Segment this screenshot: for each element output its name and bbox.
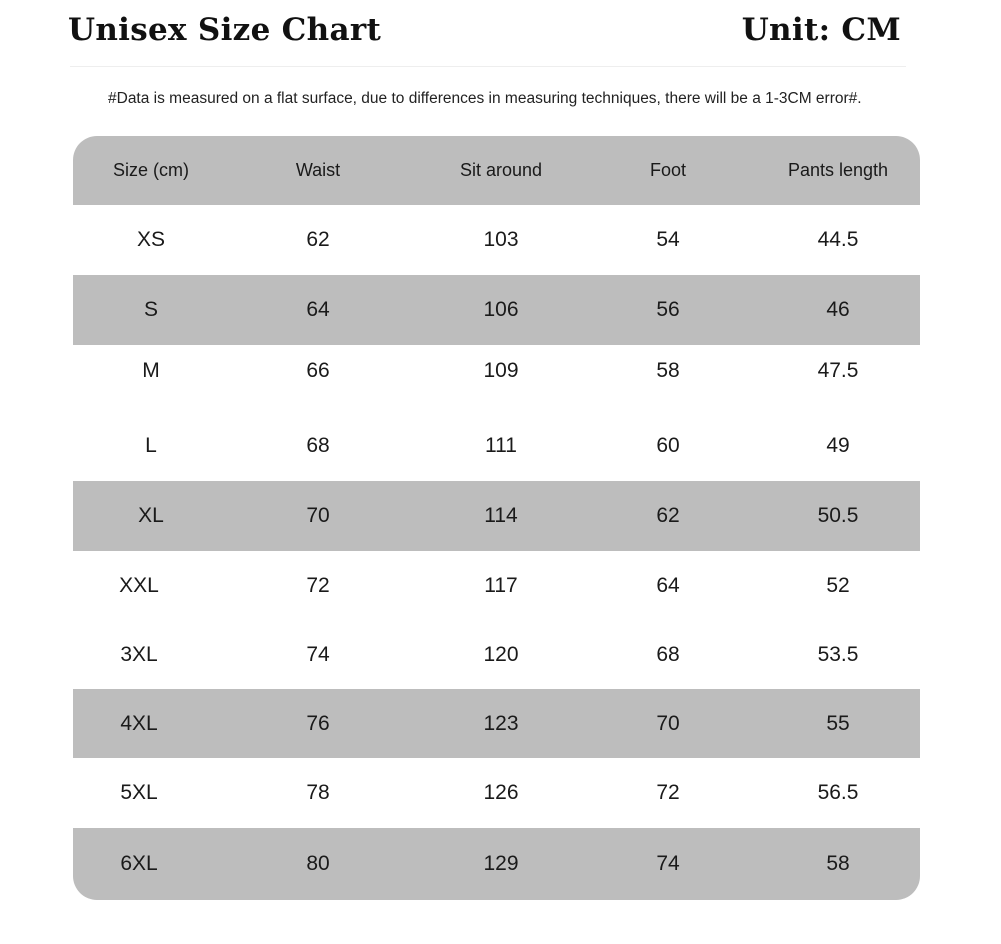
pants-length-cell: 52 [826,574,850,597]
column-header-waist: Waist [295,160,341,180]
foot-cell: 64 [656,574,680,597]
table-row [73,345,920,397]
sit-around-cell: 120 [483,643,519,666]
table-row [73,481,920,551]
column-header-pants-length: Pants length [787,160,889,180]
sit-around-cell: 109 [483,359,519,382]
table-row [73,411,920,481]
page-title: Unisex Size Chart [68,12,382,48]
size-cell: L [145,434,157,457]
size-cell: 5XL [120,781,158,804]
foot-cell: 54 [656,228,680,251]
sit-around-cell: 114 [484,504,518,527]
pants-length-cell: 56.5 [817,781,859,804]
foot-cell: 72 [656,781,680,804]
size-cell: XS [136,228,165,251]
table-row [73,758,920,828]
pants-length-cell: 46 [826,298,850,321]
waist-cell: 62 [306,228,330,251]
foot-cell: 60 [656,434,680,457]
foot-cell: 56 [656,298,680,321]
measurement-note: #Data is measured on a flat surface, due to differences in measuring techniques, there will be a 1-3CM error#. [108,90,862,107]
size-cell: XL [138,504,164,527]
sit-around-cell: 123 [483,711,519,735]
waist-cell: 78 [306,781,330,804]
table-row [73,275,920,345]
table-row [73,621,920,689]
pants-length-cell: 47.5 [817,359,859,382]
title-divider [70,66,906,67]
waist-cell: 68 [306,434,330,457]
column-header-size: Size (cm) [113,160,189,180]
unit-label: Unit: CM [741,12,901,48]
table-row [73,828,920,900]
foot-cell: 70 [656,711,680,735]
pants-length-cell: 44.5 [817,228,859,251]
foot-cell: 62 [656,504,680,527]
table-header-row [73,136,920,205]
pants-length-cell: 55 [826,711,850,735]
waist-cell: 80 [306,852,330,875]
size-cell: 3XL [120,643,158,666]
sit-around-cell: 126 [483,781,519,804]
foot-cell: 74 [656,852,680,875]
foot-cell: 68 [656,643,680,666]
size-table [73,136,920,900]
sit-around-cell: 103 [483,228,519,251]
waist-cell: 66 [306,359,330,382]
waist-cell: 76 [306,711,330,735]
foot-cell: 58 [656,359,680,382]
sit-around-cell: 129 [483,852,519,875]
table-row [73,689,920,758]
sit-around-cell: 117 [484,574,518,597]
size-cell: 6XL [120,852,158,875]
column-header-sit-around: Sit around [459,160,543,180]
waist-cell: 70 [306,504,330,527]
sit-around-cell: 106 [483,298,519,321]
pants-length-cell: 53.5 [817,643,859,666]
sit-around-cell: 111 [485,434,517,457]
size-cell: S [143,298,158,321]
size-cell: XXL [119,574,159,597]
size-cell: M [142,359,160,382]
waist-cell: 74 [306,643,330,666]
pants-length-cell: 50.5 [817,504,859,527]
pants-length-cell: 49 [826,434,850,457]
column-header-foot: Foot [649,160,687,180]
pants-length-cell: 58 [826,852,850,875]
size-cell: 4XL [120,711,158,735]
table-row [73,551,920,621]
table-row [73,205,920,275]
waist-cell: 64 [306,298,330,321]
waist-cell: 72 [306,574,330,597]
